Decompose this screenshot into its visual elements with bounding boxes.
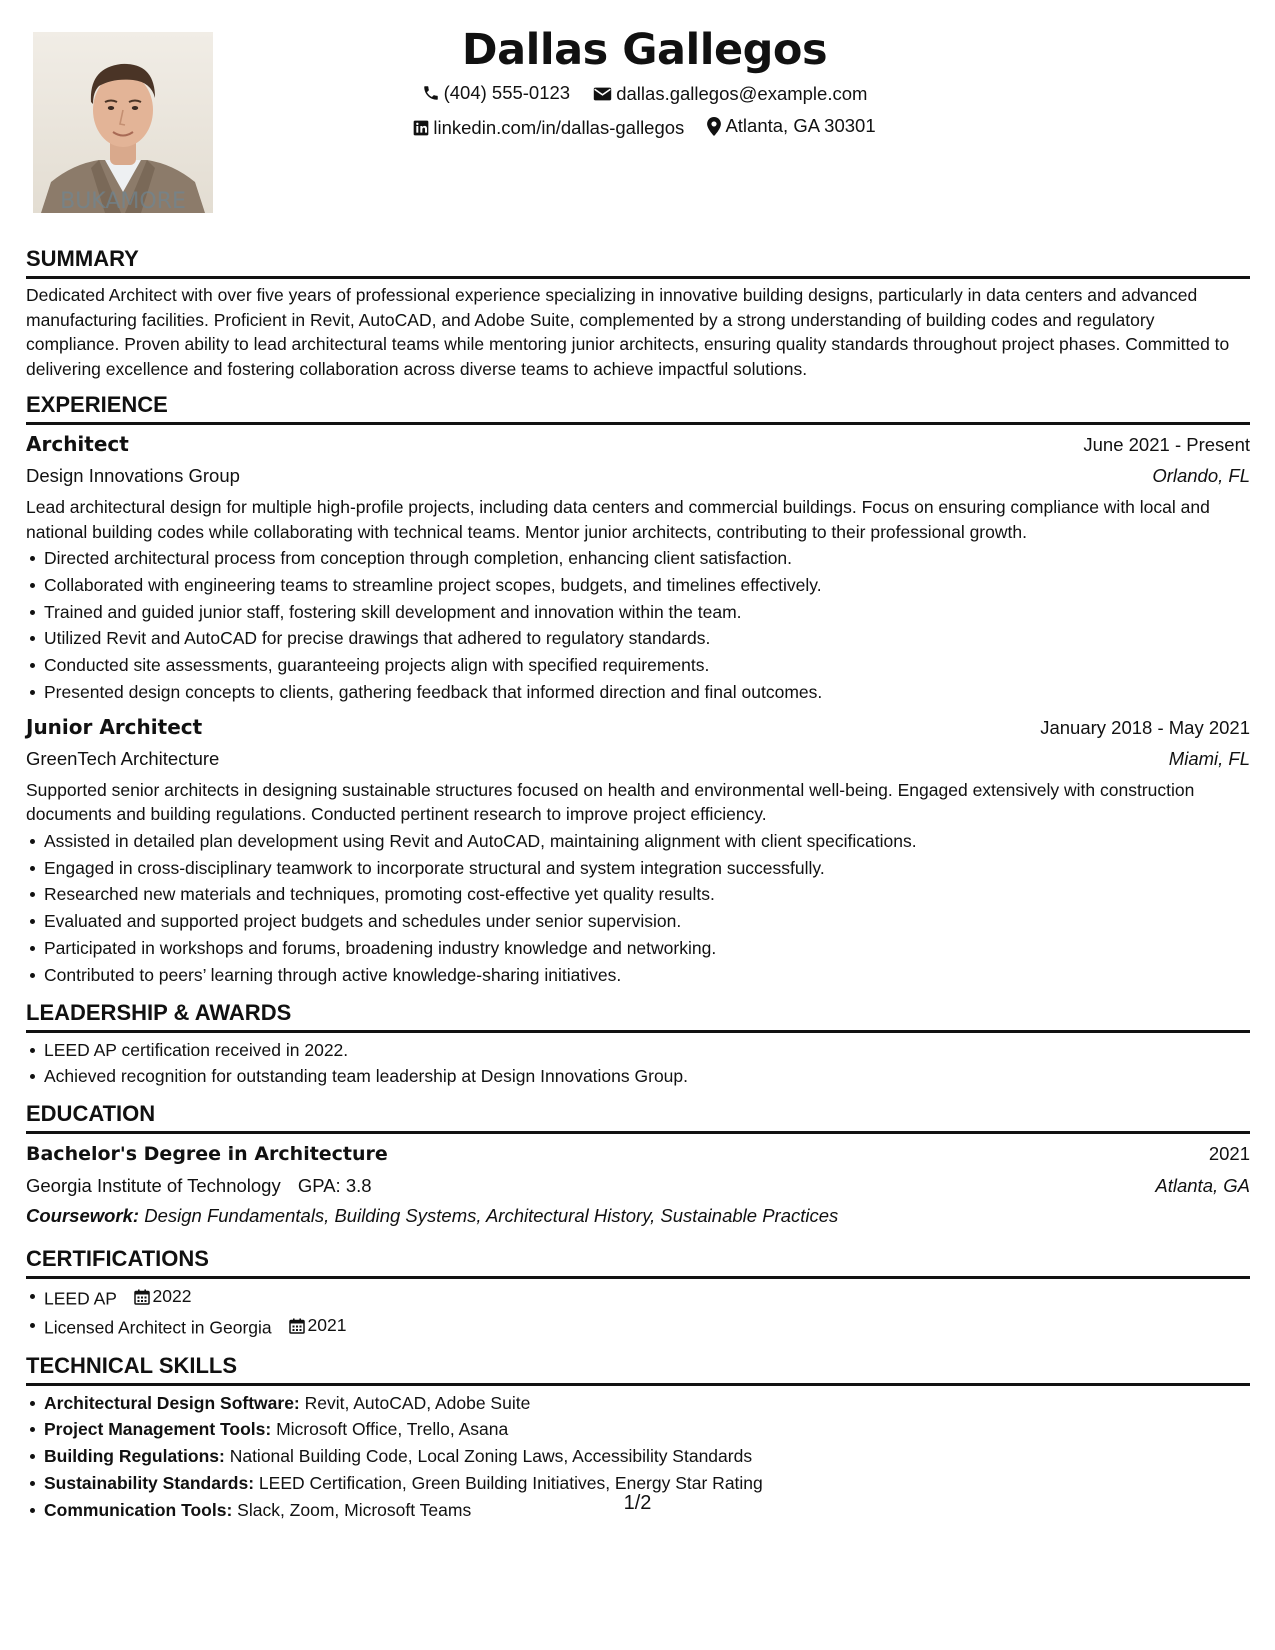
section-divider xyxy=(26,422,1250,425)
skill-value: Microsoft Office, Trello, Asana xyxy=(276,1419,509,1440)
list-item xyxy=(26,1312,1250,1341)
phone-text: (404) 555-0123 xyxy=(443,82,571,103)
degree-title: Bachelor's Degree in Architecture xyxy=(26,1143,388,1166)
coursework-label: Coursework: xyxy=(26,1205,140,1227)
degree-year: 2021 xyxy=(1208,1143,1250,1165)
list-item: Utilized Revit and AutoCAD for precise drawings that adhered to regulatory standards. xyxy=(26,625,1250,652)
list-item: Achieved recognition for outstanding team leadership at Design Innovations Group. xyxy=(26,1063,1250,1090)
cert-year-text: 2022 xyxy=(152,1286,192,1307)
cert-year xyxy=(134,1283,192,1310)
skill-label: Communication Tools: xyxy=(44,1499,233,1520)
job-entry xyxy=(26,712,1250,989)
job-company-row xyxy=(26,460,1250,491)
candidate-name: Dallas Gallegos xyxy=(461,25,828,75)
list-item: Directed architectural process from conception through completion, enhancing client satisfaction. xyxy=(26,545,1250,572)
linkedin-icon xyxy=(413,120,429,136)
skill-label: Sustainability Standards: xyxy=(44,1472,255,1493)
job-dates: June 2021 - Present xyxy=(1083,434,1250,455)
linkedin-contact[interactable] xyxy=(413,113,684,143)
school-name: Georgia Institute of Technology xyxy=(26,1175,281,1197)
skill-label: Building Regulations: xyxy=(44,1446,225,1467)
list-item xyxy=(26,1283,1250,1312)
gpa: GPA: 3.8 xyxy=(297,1175,372,1197)
school-row xyxy=(26,1170,1250,1201)
list-item: Contributed to peers’ learning through active knowledge-sharing initiatives. xyxy=(26,962,1250,989)
section-divider xyxy=(26,1030,1250,1033)
leadership-list xyxy=(26,1037,1250,1091)
calendar-icon xyxy=(134,1289,150,1305)
job-description: Supported senior architects in designing sustainable structures focused on health and environmental well-being. Engaged extensively with construction documents and building regulations. Conducted pertinent research to improve project efficiency. xyxy=(26,779,1195,825)
linkedin-text: linkedin.com/in/dallas-gallegos xyxy=(433,116,685,138)
list-item xyxy=(26,1390,1250,1417)
list-item xyxy=(26,1416,1250,1443)
cert-year-text: 2021 xyxy=(307,1315,347,1336)
certifications-section xyxy=(26,1245,1250,1341)
phone-contact[interactable] xyxy=(422,78,571,108)
job-dates: January 2018 - May 2021 xyxy=(1040,716,1250,738)
job-company: Design Innovations Group xyxy=(26,465,240,486)
job-company: GreenTech Architecture xyxy=(26,747,220,769)
email-text: dallas.gallegos@example.com xyxy=(616,83,868,104)
list-item: Conducted site assessments, guaranteeing projects align with specified requirements. xyxy=(26,652,1250,679)
leadership-heading: LEADERSHIP & AWARDS xyxy=(26,999,292,1025)
list-item: Trained and guided junior staff, fostering skill development and innovation within the team. xyxy=(26,599,1250,626)
section-divider xyxy=(26,1131,1250,1134)
job-bullets xyxy=(26,545,1250,706)
page-number: 1/2 xyxy=(623,1492,652,1514)
section-divider xyxy=(26,1383,1250,1386)
job-entry xyxy=(26,429,1250,706)
coursework xyxy=(26,1201,1250,1231)
school-location: Atlanta, GA xyxy=(1155,1175,1250,1197)
section-divider xyxy=(26,1276,1250,1279)
location-contact xyxy=(707,111,875,141)
experience-section xyxy=(26,391,1250,989)
skill-label: Project Management Tools: xyxy=(44,1419,272,1440)
summary-section xyxy=(26,245,1250,381)
list-item: Researched new materials and techniques, promoting cost-effective yet quality results. xyxy=(26,881,1250,908)
list-item: LEED AP certification received in 2022. xyxy=(26,1037,1250,1064)
list-item: Engaged in cross-disciplinary teamwork to incorporate structural and system integration successfully. xyxy=(26,855,1250,882)
list-item: Presented design concepts to clients, gathering feedback that informed direction and final outcomes. xyxy=(26,679,1250,706)
email-contact[interactable] xyxy=(593,79,867,109)
list-item: Assisted in detailed plan development using Revit and AutoCAD, maintaining alignment with client specifications. xyxy=(26,828,1250,855)
coursework-list: Design Fundamentals, Building Systems, Architectural History, Sustainable Practices xyxy=(144,1205,839,1227)
map-pin-icon xyxy=(707,117,721,136)
calendar-icon xyxy=(289,1318,305,1334)
job-bullets xyxy=(26,828,1250,989)
job-location: Orlando, FL xyxy=(1152,465,1250,486)
cert-name: LEED AP xyxy=(44,1288,117,1309)
skill-value: LEED Certification, Green Building Initiatives, Energy Star Rating xyxy=(258,1472,763,1493)
list-item xyxy=(26,1443,1250,1470)
job-title: Junior Architect xyxy=(26,714,203,739)
certifications-list xyxy=(26,1283,1250,1341)
education-section xyxy=(26,1100,1250,1231)
section-divider xyxy=(26,276,1250,279)
skill-label: Architectural Design Software: xyxy=(44,1392,300,1413)
list-item: Evaluated and supported project budgets and schedules under senior supervision. xyxy=(26,908,1250,935)
resume-header xyxy=(0,22,1275,145)
envelope-icon xyxy=(593,86,612,102)
education-heading: EDUCATION xyxy=(26,1101,156,1127)
job-description: Lead architectural design for multiple high-profile projects, including data centers and commercial buildings. Focus on ensuring compliance with local and national building codes while collaborating with technical teams. Mentor junior architects, contributing to their professional growth. xyxy=(26,497,1210,542)
skill-value: Revit, AutoCAD, Adobe Suite xyxy=(304,1392,531,1413)
resume-body xyxy=(26,245,1250,1532)
summary-text: Dedicated Architect with over five years of professional experience specializing in innovative building designs, particularly in data centers and advanced manufacturing facilities. Proficient in Revit, AutoCAD, and Adobe Suite, complemented by a strong understanding of building codes and regulatory compliance. Proven ability to lead architectural teams while mentoring junior architects, ensuring quality standards throughout project phases. Committed to delivering excellence and fostering collaboration across diverse teams to achieve impactful solutions. xyxy=(26,285,1230,379)
location-text: Atlanta, GA 30301 xyxy=(725,115,876,136)
job-title-row xyxy=(26,429,1250,460)
photo-watermark: BUKAMORE xyxy=(60,189,186,213)
summary-heading: SUMMARY xyxy=(26,246,139,271)
school-info xyxy=(26,1170,372,1201)
skill-value: Slack, Zoom, Microsoft Teams xyxy=(237,1499,472,1520)
experience-heading: EXPERIENCE xyxy=(26,392,168,417)
cert-year xyxy=(289,1312,347,1339)
job-title-row xyxy=(26,712,1250,743)
certifications-heading: CERTIFICATIONS xyxy=(26,1246,209,1272)
contact-row-2 xyxy=(0,111,1275,145)
contact-row-1 xyxy=(0,78,1275,111)
skills-heading: TECHNICAL SKILLS xyxy=(26,1352,238,1378)
degree-row xyxy=(26,1138,1250,1170)
job-title: Architect xyxy=(26,432,129,456)
list-item: Collaborated with engineering teams to streamline project scopes, budgets, and timelines effectively. xyxy=(26,572,1250,599)
leadership-section xyxy=(26,999,1250,1091)
job-location: Miami, FL xyxy=(1168,747,1250,769)
list-item: Participated in workshops and forums, broadening industry knowledge and networking. xyxy=(26,935,1250,962)
phone-icon xyxy=(422,84,440,102)
skill-value: National Building Code, Local Zoning Laws, Accessibility Standards xyxy=(229,1446,753,1467)
cert-name: Licensed Architect in Georgia xyxy=(44,1317,272,1338)
job-company-row xyxy=(26,743,1250,774)
